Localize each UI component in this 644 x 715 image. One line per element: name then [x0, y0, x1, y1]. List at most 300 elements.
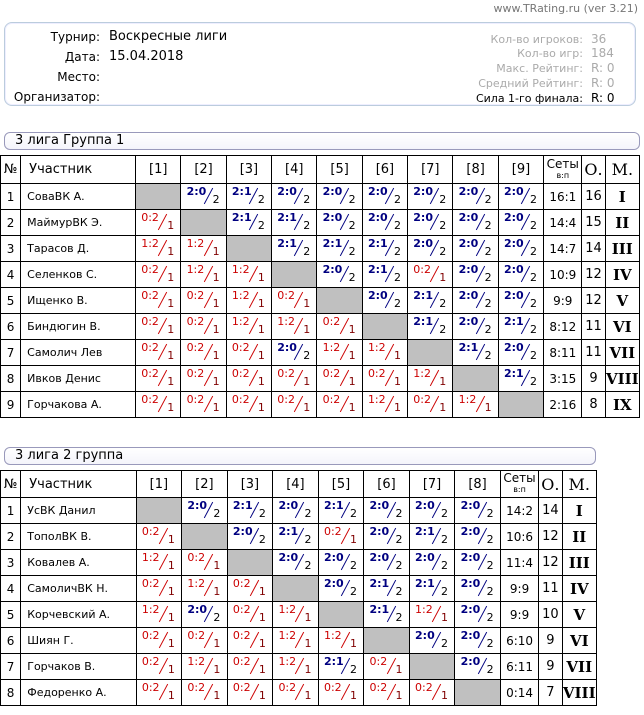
win-result: [413, 524, 451, 546]
match-points: 1: [213, 637, 221, 650]
win-result: [502, 340, 540, 362]
win-result: [366, 184, 404, 206]
max-rating-value: R: 0: [591, 61, 615, 75]
participant-name[interactable]: Ивков Денис: [21, 366, 136, 392]
participant-name[interactable]: Корчевский А.: [21, 602, 136, 628]
win-result: [275, 210, 313, 232]
loss-result: [366, 340, 404, 362]
score-slash: [295, 658, 304, 674]
set-score: 2:0: [278, 551, 299, 564]
win-result: [275, 340, 313, 362]
table-row: [1, 680, 597, 706]
loss-result: [139, 288, 177, 310]
loss-result: [368, 654, 406, 676]
players-count-value: 36: [591, 32, 607, 46]
result-cell: [226, 392, 271, 418]
match-points: 1: [167, 533, 175, 546]
win-result: [185, 498, 223, 520]
set-score: 1:2: [187, 655, 206, 668]
loss-result: [139, 262, 177, 284]
set-score: 0:2: [323, 525, 342, 538]
result-cell: [318, 576, 364, 602]
result-cell: [362, 366, 407, 392]
set-score: 0:2: [322, 315, 341, 328]
score-slash: [250, 684, 259, 700]
result-cell: [362, 262, 407, 288]
set-score: 2:1: [415, 525, 435, 538]
loss-result: [457, 392, 495, 414]
result-cell: [317, 210, 362, 236]
set-score: 2:1: [278, 525, 299, 538]
score-slash: [339, 370, 348, 386]
loss-result: [276, 602, 314, 624]
result-cell: [136, 654, 182, 680]
final-place: VI: [605, 314, 639, 340]
set-score: 2:0: [232, 525, 253, 538]
participant-name[interactable]: Самолич Лев: [21, 340, 136, 366]
loss-result: [139, 210, 177, 232]
participant-name[interactable]: УсВК Данил: [21, 498, 136, 524]
self-cell: [318, 602, 364, 628]
win-result: [413, 550, 451, 572]
points-header: О.: [539, 471, 562, 498]
result-cell: [317, 392, 362, 418]
set-score: 2:0: [369, 525, 390, 538]
result-cell: [272, 392, 317, 418]
result-cell: [498, 288, 543, 314]
set-score: 2:0: [415, 551, 435, 564]
result-cell: [453, 262, 498, 288]
participant-name[interactable]: Селенков С.: [21, 262, 136, 288]
sets-total: 11:4: [500, 550, 538, 576]
result-cell: [364, 654, 410, 680]
opponent-col-header: [6]: [364, 471, 410, 498]
loss-result: [185, 392, 223, 414]
match-points: 1: [167, 585, 175, 598]
result-cell: [136, 366, 181, 392]
match-points: 1: [167, 375, 175, 388]
score-slash: [430, 396, 439, 412]
players-count-label: Кол-во игроков:: [490, 33, 583, 46]
set-score: 2:0: [503, 263, 524, 276]
win-result: [459, 524, 497, 546]
set-score: 2:0: [415, 629, 435, 642]
participant-name[interactable]: Биндюгин В.: [21, 314, 136, 340]
result-cell: [317, 366, 362, 392]
win-result: [502, 314, 540, 336]
match-points: 1: [393, 401, 401, 414]
set-score: 0:2: [141, 341, 159, 354]
version-link[interactable]: www.TRating.ru (ver 3.21): [493, 2, 638, 15]
win-result: [411, 210, 449, 232]
self-cell: [182, 524, 228, 550]
loss-result: [185, 340, 223, 362]
participant-name[interactable]: СоваВК А.: [21, 184, 136, 210]
result-cell: [181, 288, 226, 314]
result-cell: [453, 236, 498, 262]
row-number: 3: [1, 236, 21, 262]
participant-name[interactable]: Ковалев А.: [21, 550, 136, 576]
match-points: 1: [212, 245, 220, 258]
set-score: 0:2: [187, 681, 206, 694]
loss-result: [413, 602, 451, 624]
match-points: 1: [167, 559, 175, 572]
set-score: 2:0: [277, 341, 297, 354]
set-score: 2:1: [415, 577, 435, 590]
match-points: 1: [349, 637, 357, 650]
loss-result: [366, 366, 404, 388]
score-slash: [158, 396, 167, 412]
set-score: 0:2: [232, 681, 251, 694]
result-cell: [272, 288, 317, 314]
match-points: 1: [257, 323, 265, 336]
result-cell: [364, 550, 410, 576]
result-cell: [272, 236, 317, 262]
match-points: 2: [213, 611, 221, 624]
match-points: 2: [441, 559, 449, 572]
match-points: 2: [395, 507, 403, 520]
win-result: [321, 210, 359, 232]
loss-result: [231, 680, 269, 702]
result-cell: [364, 498, 410, 524]
result-cell: [455, 498, 501, 524]
result-cell: [226, 366, 271, 392]
win-result: [231, 524, 269, 546]
match-points: 1: [395, 663, 403, 676]
loss-result: [140, 654, 178, 676]
loss-result: [139, 392, 177, 414]
score-slash: [203, 370, 212, 386]
self-cell: [455, 680, 501, 706]
result-cell: [136, 340, 181, 366]
result-cell: [318, 628, 364, 654]
match-points: 2: [257, 219, 265, 232]
win-result: [275, 236, 313, 258]
row-number: 7: [1, 654, 21, 680]
match-points: 1: [304, 689, 312, 702]
sets-total: 3:15: [544, 366, 582, 392]
set-score: 0:2: [186, 393, 205, 406]
match-points: 1: [348, 401, 356, 414]
match-points: 1: [393, 349, 401, 362]
final-place: I: [605, 184, 639, 210]
participant-name[interactable]: Федоренко А.: [21, 680, 136, 706]
set-score: 1:2: [323, 629, 342, 642]
loss-result: [275, 392, 313, 414]
win-result: [368, 602, 406, 624]
result-cell: [136, 602, 182, 628]
result-cell: [273, 498, 319, 524]
set-score: 2:0: [503, 237, 524, 250]
self-cell: [273, 576, 319, 602]
win-result: [457, 288, 495, 310]
set-score: 2:0: [503, 185, 524, 198]
result-cell: [273, 524, 319, 550]
avg-rating-value: R: 0: [591, 76, 615, 90]
opponent-col-header: [3]: [226, 156, 271, 184]
opponent-col-header: [1]: [136, 156, 181, 184]
num-header: №: [1, 471, 21, 498]
points-total: 12: [539, 524, 562, 550]
result-cell: [273, 680, 319, 706]
set-score: 2:0: [323, 551, 344, 564]
match-points: 1: [213, 559, 221, 572]
set-score: 0:2: [186, 315, 205, 328]
opponent-col-header: [4]: [272, 156, 317, 184]
result-cell: [453, 314, 498, 340]
set-score: 2:0: [458, 211, 479, 224]
match-points: 2: [349, 559, 357, 572]
score-slash: [204, 684, 213, 700]
match-points: 1: [167, 271, 175, 284]
win-result: [276, 524, 314, 546]
match-points: 1: [212, 323, 220, 336]
score-slash: [295, 632, 304, 648]
set-score: 2:1: [458, 341, 479, 354]
opponent-col-header: [3]: [227, 471, 273, 498]
match-points: 2: [395, 559, 403, 572]
participant-name[interactable]: ТополВК В.: [21, 524, 136, 550]
set-score: 1:2: [186, 237, 205, 250]
match-points: 2: [484, 323, 492, 336]
match-points: 1: [213, 689, 221, 702]
set-score: 2:0: [367, 289, 388, 302]
participant-name[interactable]: Шиян Г.: [21, 628, 136, 654]
table-row: [1, 628, 597, 654]
win-result: [411, 184, 449, 206]
table-row: [1, 236, 640, 262]
result-cell: [408, 262, 453, 288]
num-header: №: [1, 156, 21, 184]
sets-header-label: Сеты: [546, 156, 579, 171]
loss-result: [276, 654, 314, 676]
loss-result: [185, 654, 223, 676]
score-slash: [386, 684, 395, 700]
set-score: 0:2: [277, 393, 295, 406]
result-cell: [182, 680, 228, 706]
result-cell: [317, 236, 362, 262]
loss-result: [139, 366, 177, 388]
games-count-value: 184: [591, 46, 614, 60]
participant-name[interactable]: СамоличВК Н.: [21, 576, 136, 602]
loss-result: [321, 392, 359, 414]
final-place: VIII: [562, 680, 596, 706]
opponent-col-header: [1]: [136, 471, 182, 498]
match-points: 1: [257, 401, 265, 414]
result-cell: [408, 392, 453, 418]
result-cell: [181, 184, 226, 210]
set-score: 1:2: [231, 263, 250, 276]
win-result: [459, 654, 497, 676]
loss-result: [185, 288, 223, 310]
loss-result: [413, 680, 451, 702]
points-total: 11: [582, 340, 605, 366]
row-number: 1: [1, 184, 21, 210]
win-result: [411, 288, 449, 310]
sets-header: [500, 471, 538, 498]
set-score: 2:1: [503, 367, 524, 380]
set-score: 2:0: [458, 237, 479, 250]
match-points: 2: [484, 219, 492, 232]
score-slash: [159, 658, 168, 674]
set-score: 2:1: [413, 315, 433, 328]
match-points: 2: [304, 533, 312, 546]
result-cell: [498, 236, 543, 262]
set-score: 0:2: [141, 525, 160, 538]
match-points: 1: [167, 219, 175, 232]
set-score: 2:0: [458, 289, 479, 302]
opponent-col-header: [7]: [408, 156, 453, 184]
set-score: 2:0: [413, 211, 433, 224]
result-cell: [498, 184, 543, 210]
table-row: [1, 288, 640, 314]
loss-result: [230, 366, 268, 388]
score-slash: [158, 240, 167, 256]
set-score: 2:1: [323, 499, 344, 512]
table-row: [1, 184, 640, 210]
participant-name[interactable]: МаймурВК Э.: [21, 210, 136, 236]
match-points: 2: [212, 193, 220, 206]
match-points: 2: [486, 663, 494, 676]
row-number: 5: [1, 602, 21, 628]
result-cell: [362, 288, 407, 314]
match-points: 2: [303, 349, 311, 362]
match-points: 2: [303, 193, 311, 206]
match-points: 1: [167, 297, 175, 310]
loss-result: [231, 654, 269, 676]
row-number: 1: [1, 498, 21, 524]
score-slash: [204, 554, 213, 570]
self-cell: [362, 314, 407, 340]
opponent-col-header: [5]: [317, 156, 362, 184]
match-points: 2: [439, 297, 447, 310]
match-points: 2: [349, 507, 357, 520]
score-slash: [249, 292, 258, 308]
opponent-col-header: [4]: [273, 471, 319, 498]
set-score: 2:0: [460, 577, 481, 590]
result-cell: [317, 314, 362, 340]
set-score: 0:2: [232, 629, 251, 642]
score-slash: [249, 266, 258, 282]
set-score: 2:1: [367, 237, 388, 250]
row-number: 4: [1, 576, 21, 602]
score-slash: [204, 632, 213, 648]
match-points: 2: [529, 245, 537, 258]
result-cell: [317, 262, 362, 288]
set-score: 2:1: [232, 499, 253, 512]
result-cell: [318, 524, 364, 550]
result-cell: [318, 654, 364, 680]
participant-header: Участник: [21, 156, 136, 184]
match-points: 2: [257, 193, 265, 206]
score-slash: [158, 214, 167, 230]
result-cell: [272, 366, 317, 392]
match-points: 2: [484, 349, 492, 362]
set-score: 0:2: [141, 263, 159, 276]
win-result: [457, 236, 495, 258]
score-slash: [295, 684, 304, 700]
match-points: 1: [167, 611, 175, 624]
match-points: 2: [393, 271, 401, 284]
win-result: [459, 498, 497, 520]
loss-result: [140, 576, 178, 598]
result-cell: [136, 314, 181, 340]
score-slash: [250, 606, 259, 622]
date-label: Дата:: [64, 50, 100, 64]
match-points: 1: [258, 611, 266, 624]
result-cell: [272, 340, 317, 366]
set-score: 2:0: [413, 185, 433, 198]
result-cell: [453, 340, 498, 366]
match-points: 2: [439, 193, 447, 206]
loss-result: [140, 550, 178, 572]
set-score: 2:0: [415, 499, 435, 512]
loss-result: [140, 524, 178, 546]
max-rating-label: Макс. Рейтинг:: [496, 62, 583, 75]
win-result: [502, 236, 540, 258]
set-score: 1:2: [413, 367, 431, 380]
result-cell: [226, 288, 271, 314]
set-score: 2:0: [458, 315, 479, 328]
final-place: III: [562, 550, 596, 576]
participant-name[interactable]: Тарасов Д.: [21, 236, 136, 262]
score-slash: [203, 266, 212, 282]
table-row: [1, 314, 640, 340]
match-points: 1: [304, 663, 312, 676]
result-cell: [455, 524, 501, 550]
points-total: 15: [582, 210, 605, 236]
score-slash: [432, 684, 441, 700]
set-score: 0:2: [141, 289, 159, 302]
set-score: 0:2: [278, 681, 297, 694]
set-score: 1:2: [278, 655, 297, 668]
set-score: 0:2: [141, 315, 159, 328]
set-score: 1:2: [277, 315, 295, 328]
score-slash: [159, 684, 168, 700]
set-score: 2:0: [322, 263, 343, 276]
result-cell: [362, 236, 407, 262]
final-strength-value: R: 0: [591, 91, 615, 105]
win-result: [366, 262, 404, 284]
win-result: [322, 550, 360, 572]
self-cell: [453, 366, 498, 392]
set-score: 0:2: [141, 577, 160, 590]
final-place: II: [562, 524, 596, 550]
loss-result: [322, 524, 360, 546]
loss-result: [231, 602, 269, 624]
match-points: 2: [486, 507, 494, 520]
sets-total: 8:11: [544, 340, 582, 366]
win-result: [275, 184, 313, 206]
score-slash: [295, 606, 304, 622]
participant-name[interactable]: Горчаков В.: [21, 654, 136, 680]
final-place: IV: [562, 576, 596, 602]
participant-name[interactable]: Ищенко В.: [21, 288, 136, 314]
result-cell: [181, 236, 226, 262]
set-score: 1:2: [141, 237, 159, 250]
participant-name[interactable]: Горчакова А.: [21, 392, 136, 418]
set-score: 2:0: [460, 603, 481, 616]
loss-result: [411, 366, 449, 388]
match-points: 1: [167, 245, 175, 258]
loss-result: [185, 366, 223, 388]
points-total: 10: [539, 602, 562, 628]
table-row: [1, 340, 640, 366]
table-row: [1, 654, 597, 680]
result-cell: [181, 392, 226, 418]
match-points: 2: [393, 193, 401, 206]
win-result: [368, 550, 406, 572]
